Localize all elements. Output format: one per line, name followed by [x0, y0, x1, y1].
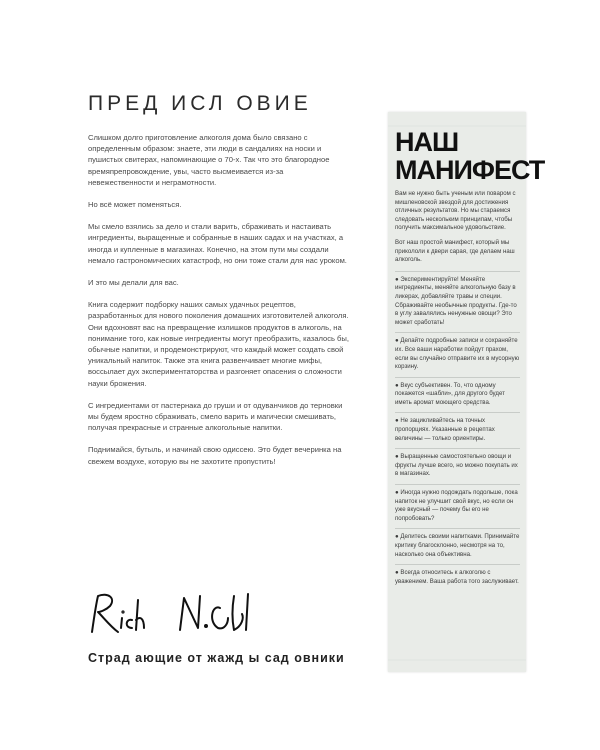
manifesto-title-line: МАНИФЕСТ [395, 155, 545, 185]
preface-paragraph: Мы смело взялись за дело и стали варить, сбраживать и настаивать ингредиенты, выращенные и собранные в наших садах и на участках, а иногда и купленные в магазинах. Конечно, на этом пути мы создали немало гастрономических катастроф, но они тоже стали для нас уроком. [88, 222, 347, 265]
manifesto-title [395, 127, 545, 185]
handwritten-signature [88, 588, 288, 638]
manifesto-lead: Вот наш простой манифест, который мы прикололи к двери сарая, где делаем наш алкоголь. [395, 238, 515, 264]
manifesto-item: ● Не зацикливайтесь на точных пропорциях. Указанные в рецептах величины — только ориентиры. [395, 412, 520, 448]
preface-paragraph: Поднимайся, бутыль, и начинай свою одиссею. Это будет вечеринка на свежем воздухе, которую вы не захотите пропустить! [88, 445, 342, 466]
preface-paragraph: С ингредиентами от пастернака до груши и от одуванчиков до терновки мы будем яростно сбраживать, смело варить и магически смешивать, получая прекрасные и странные алкогольные напитки. [88, 400, 343, 433]
manifesto-note [388, 112, 545, 672]
preface-paragraph: Книга содержит подборку наших самых удачных рецептов, разработанных для нового поколения домашних изготовителей алкоголя. Они вдохновят вас на превращение излишков продуктов в алкоголь, на понимание того, как новые ингредиенты могут преобразить, казалось бы, обычные напитки, и продемонстрируют, что каждый может создать свой уникальный напиток. Также эта книга развенчивает многие мифы, воссылает дух экспериментаторства и разгоняет опасения о сложности науки брожения. [88, 300, 349, 388]
preface-signoff: Страд ающие от жажд ы сад овники [88, 651, 345, 665]
manifesto-item: ● Иногда нужно подождать подольше, пока напиток не улучшит свой вкус, но если он уже вкусный — почему бы его не попробовать? [395, 484, 520, 528]
manifesto-item: ● Всегда относитесь к алкоголю с уважением. Ваша работа того заслуживает. [395, 564, 520, 591]
preface-title: ПРЕД ИСЛ ОВИЕ [88, 92, 312, 115]
manifesto-list [395, 271, 520, 592]
preface-paragraph: И это мы делали для вас. [88, 278, 179, 288]
preface-column [88, 92, 350, 478]
manifesto-intro: Вам не нужно быть ученым или поваром с мишленовской звездой для достижения отличных результатов. Но мы стараемся следовать нескольким принципам, чтобы получить максимальное удовольствие. [395, 190, 516, 232]
manifesto-item: ● Делитесь своими напитками. Принимайте критику благосклонно, несмотря на то, насколько она объективна. [395, 528, 520, 564]
manifesto-item: ● Экспериментируйте! Меняйте ингредиенты, меняйте алкогольную базу в ликерах, добавляйте травы и специи. Сбраживайте необычные продукты. Где-то в углу завалялись ненужные овощи? Это может сработать! [395, 271, 520, 333]
preface-paragraph: Но всё может поменяться. [88, 200, 182, 210]
manifesto-item: ● Вкус субъективен. То, что одному покажется «шабли», для другого будет иметь аромат моющего средства. [395, 377, 520, 413]
manifesto-title-line: НАШ [395, 127, 459, 157]
manifesto-item: ● Выращенные самостоятельно овощи и фрукты лучше всего, но можно покупать их в магазинах. [395, 448, 520, 484]
manifesto-item: ● Делайте подробные записи и сохраняйте их. Все ваши наработки пойдут прахом, если вы случайно отправите их в мусорную корзину. [395, 332, 520, 376]
preface-paragraph: Слишком долго приготовление алкоголя дома было связано с определенным образом: знаете, эти люди в сандалиях на носки и пушистых свитерах, напоминающие о 70-х. Так что это благородное времяпрепровождение, увы, часто высмеивается из-за невежественности и неграмотности. [88, 133, 330, 187]
